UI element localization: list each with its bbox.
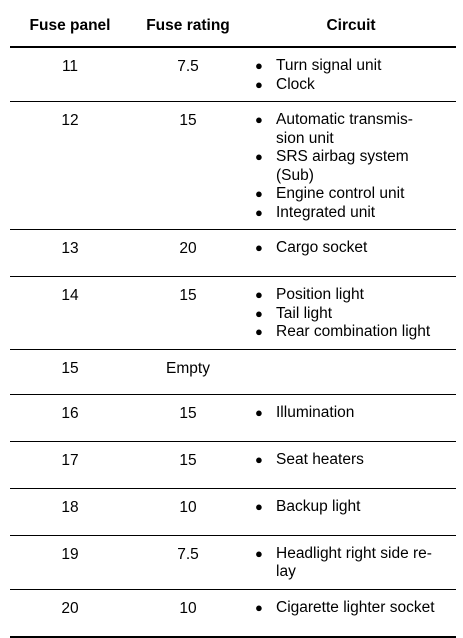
- header-fuse-panel: Fuse panel: [10, 6, 130, 47]
- circuit-list: [246, 395, 456, 430]
- circuit-text: sion unit: [276, 129, 334, 147]
- circuit-text: Tail light: [276, 304, 332, 322]
- fuse-rating-cell: 15: [130, 394, 246, 441]
- fuse-rating-cell: 15: [130, 441, 246, 488]
- circuit-item: [246, 286, 456, 305]
- fuse-panel-cell: 18: [10, 488, 130, 535]
- fuse-table-body: [10, 47, 456, 637]
- circuit-list: [246, 442, 456, 477]
- circuit-text: Clock: [276, 75, 315, 93]
- circuit-text: Cargo socket: [276, 239, 368, 256]
- circuit-text: Cigarette lighter socket: [276, 598, 435, 616]
- table-row: [10, 441, 456, 488]
- circuit-cell: [246, 47, 456, 102]
- circuit-cell: [246, 349, 456, 394]
- bullet-icon: ●: [255, 404, 263, 420]
- fuse-panel-cell: 14: [10, 277, 130, 350]
- fuse-rating-cell: 7.5: [130, 47, 246, 102]
- circuit-item: [246, 57, 456, 76]
- bullet-icon: ●: [255, 186, 263, 201]
- bullet-icon: ●: [255, 149, 263, 164]
- table-row: [10, 230, 456, 277]
- circuit-item: [246, 545, 456, 582]
- circuit-item: [246, 185, 456, 204]
- bullet-icon: ●: [255, 240, 263, 255]
- circuit-item: [246, 148, 456, 185]
- circuit-item: [246, 498, 456, 517]
- table-row: [10, 277, 456, 350]
- bullet-icon: ●: [255, 545, 263, 561]
- circuit-list: [246, 590, 456, 625]
- circuit-item: [246, 599, 456, 618]
- table-row: [10, 349, 456, 394]
- circuit-text: SRS airbag system: [276, 148, 409, 165]
- fuse-table: [10, 6, 456, 638]
- table-row: [10, 589, 456, 637]
- bullet-icon: ●: [255, 112, 263, 127]
- fuse-panel-cell: 15: [10, 349, 130, 394]
- fuse-rating-cell: 7.5: [130, 535, 246, 589]
- circuit-item: [246, 323, 456, 342]
- bullet-icon: ●: [255, 76, 263, 92]
- circuit-text: lay: [276, 563, 296, 580]
- fuse-panel-cell: 17: [10, 441, 130, 488]
- fuse-rating-cell: 10: [130, 488, 246, 535]
- bullet-icon: ●: [255, 324, 263, 339]
- circuit-text: Position light: [276, 286, 364, 303]
- table-row: [10, 394, 456, 441]
- table-row: [10, 488, 456, 535]
- fuse-rating-cell: 20: [130, 230, 246, 277]
- circuit-item: [246, 404, 456, 423]
- circuit-list: [246, 102, 456, 229]
- circuit-list: [246, 489, 456, 524]
- bullet-icon: ●: [255, 287, 263, 302]
- bullet-icon: ●: [255, 58, 263, 73]
- circuit-cell: [246, 102, 456, 230]
- circuit-text: Engine control unit: [276, 185, 405, 202]
- circuit-cell: [246, 277, 456, 350]
- circuit-text: Headlight right side re-: [276, 544, 432, 562]
- circuit-item: [246, 239, 456, 258]
- header-circuit: Circuit: [246, 6, 456, 47]
- fuse-panel-cell: 11: [10, 47, 130, 102]
- circuit-list: [246, 536, 456, 589]
- circuit-item: [246, 305, 456, 324]
- circuit-cell: [246, 535, 456, 589]
- circuit-cell: [246, 441, 456, 488]
- circuit-text: (Sub): [276, 166, 314, 184]
- fuse-rating-cell: 15: [130, 277, 246, 350]
- header-row: [10, 6, 456, 47]
- circuit-cell: [246, 394, 456, 441]
- table-row: [10, 535, 456, 589]
- circuit-cell: [246, 589, 456, 637]
- bullet-icon: ●: [255, 204, 263, 220]
- table-row: [10, 47, 456, 102]
- circuit-item: [246, 76, 456, 95]
- circuit-item: [246, 111, 456, 148]
- circuit-text: Turn signal unit: [276, 57, 382, 74]
- bullet-icon: ●: [255, 305, 263, 321]
- circuit-cell: [246, 230, 456, 277]
- circuit-item: [246, 451, 456, 470]
- circuit-list: [246, 230, 456, 265]
- fuse-rating-cell: 15: [130, 102, 246, 230]
- fuse-panel-cell: 20: [10, 589, 130, 637]
- header-fuse-rating: Fuse rating: [130, 6, 246, 47]
- circuit-text: Integrated unit: [276, 203, 376, 221]
- bullet-icon: ●: [255, 599, 263, 615]
- fuse-rating-cell: 10: [130, 589, 246, 637]
- fuse-panel-cell: 16: [10, 394, 130, 441]
- circuit-text: Seat heaters: [276, 450, 364, 468]
- circuit-list: [246, 277, 456, 349]
- bullet-icon: ●: [255, 498, 263, 514]
- fuse-panel-cell: 19: [10, 535, 130, 589]
- fuse-panel-cell: 12: [10, 102, 130, 230]
- circuit-list: [246, 48, 456, 101]
- table-row: [10, 102, 456, 230]
- circuit-text: Automatic transmis-: [276, 111, 413, 128]
- circuit-text: Backup light: [276, 497, 361, 515]
- fuse-rating-cell: Empty: [130, 349, 246, 394]
- circuit-text: Rear combination light: [276, 323, 431, 340]
- fuse-panel-cell: 13: [10, 230, 130, 277]
- circuit-text: Illumination: [276, 403, 355, 421]
- bullet-icon: ●: [255, 451, 263, 467]
- circuit-cell: [246, 488, 456, 535]
- circuit-item: [246, 204, 456, 223]
